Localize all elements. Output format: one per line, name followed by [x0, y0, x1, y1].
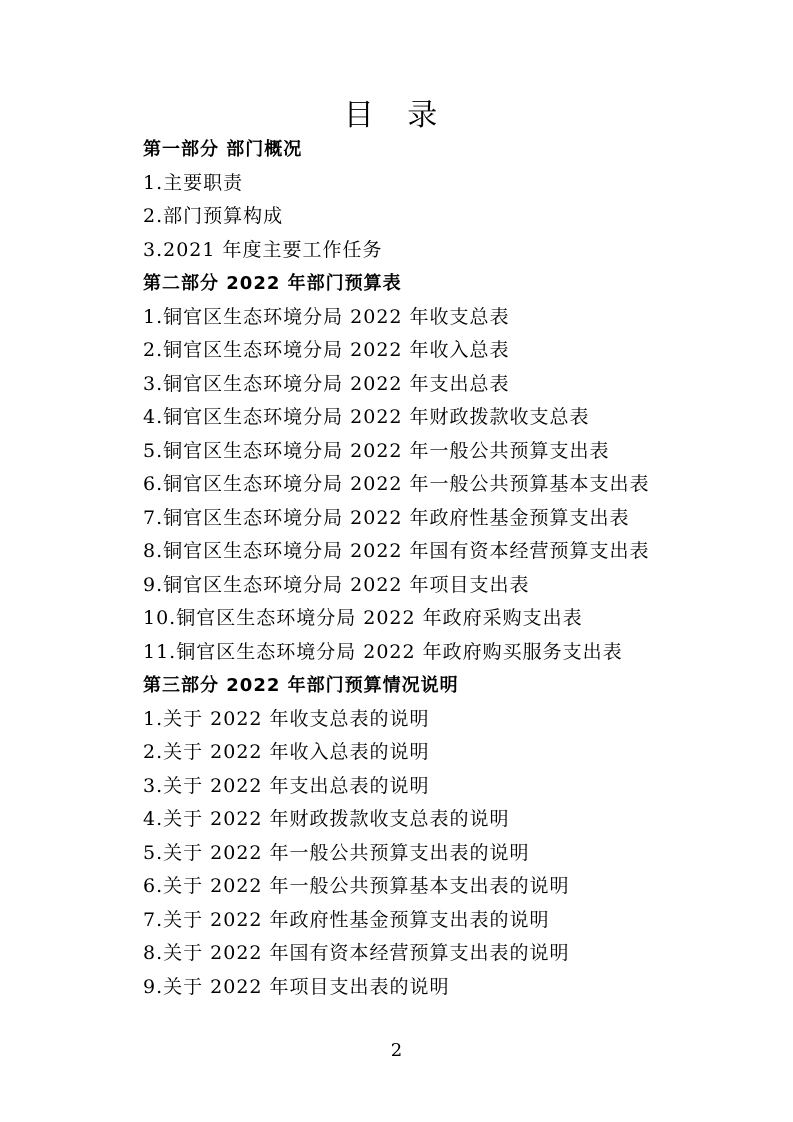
toc-entry: 6.铜官区生态环境分局 2022 年一般公共预算基本支出表 — [143, 473, 650, 495]
toc-entry: 4.铜官区生态环境分局 2022 年财政拨款收支总表 — [143, 406, 590, 428]
toc-entry: 8.铜官区生态环境分局 2022 年国有资本经营预算支出表 — [143, 540, 650, 562]
toc-entry: 9.铜官区生态环境分局 2022 年项目支出表 — [143, 573, 530, 596]
toc-entry: 3.铜官区生态环境分局 2022 年支出总表 — [143, 372, 510, 395]
toc-section-heading: 第一部分 部门概况 — [143, 139, 303, 160]
toc-entry: 4.关于 2022 年财政拨款收支总表的说明 — [143, 808, 510, 830]
toc-entry: 2.部门预算构成 — [143, 205, 284, 227]
toc-entry: 5.关于 2022 年一般公共预算支出表的说明 — [143, 841, 530, 864]
page-number: 2 — [390, 1040, 403, 1061]
toc-entry: 2.铜官区生态环境分局 2022 年收入总表 — [143, 339, 510, 361]
toc-entry: 7.铜官区生态环境分局 2022 年政府性基金预算支出表 — [143, 506, 630, 529]
toc-entry: 3.2021 年度主要工作任务 — [143, 238, 383, 261]
toc-entry: 6.关于 2022 年一般公共预算基本支出表的说明 — [143, 875, 570, 897]
toc-entry: 1.铜官区生态环境分局 2022 年收支总表 — [143, 305, 510, 328]
toc-entry: 10.铜官区生态环境分局 2022 年政府采购支出表 — [143, 607, 583, 629]
toc-entry: 1.主要职责 — [143, 171, 244, 194]
table-of-contents — [143, 133, 743, 1004]
toc-entry: 3.关于 2022 年支出总表的说明 — [143, 774, 430, 797]
toc-entry: 1.关于 2022 年收支总表的说明 — [143, 707, 430, 730]
toc-section-heading: 第二部分 2022 年部门预算表 — [143, 273, 402, 294]
toc-entry: 11.铜官区生态环境分局 2022 年政府购买服务支出表 — [143, 640, 623, 663]
toc-entry: 7.关于 2022 年政府性基金预算支出表的说明 — [143, 908, 550, 931]
toc-entry: 9.关于 2022 年项目支出表的说明 — [143, 975, 450, 998]
toc-entry: 8.关于 2022 年国有资本经营预算支出表的说明 — [143, 942, 570, 964]
toc-section-heading: 第三部分 2022 年部门预算情况说明 — [143, 675, 459, 696]
toc-entry: 5.铜官区生态环境分局 2022 年一般公共预算支出表 — [143, 439, 610, 462]
page-title: 目 录 — [343, 98, 450, 133]
toc-entry: 2.关于 2022 年收入总表的说明 — [143, 741, 430, 763]
